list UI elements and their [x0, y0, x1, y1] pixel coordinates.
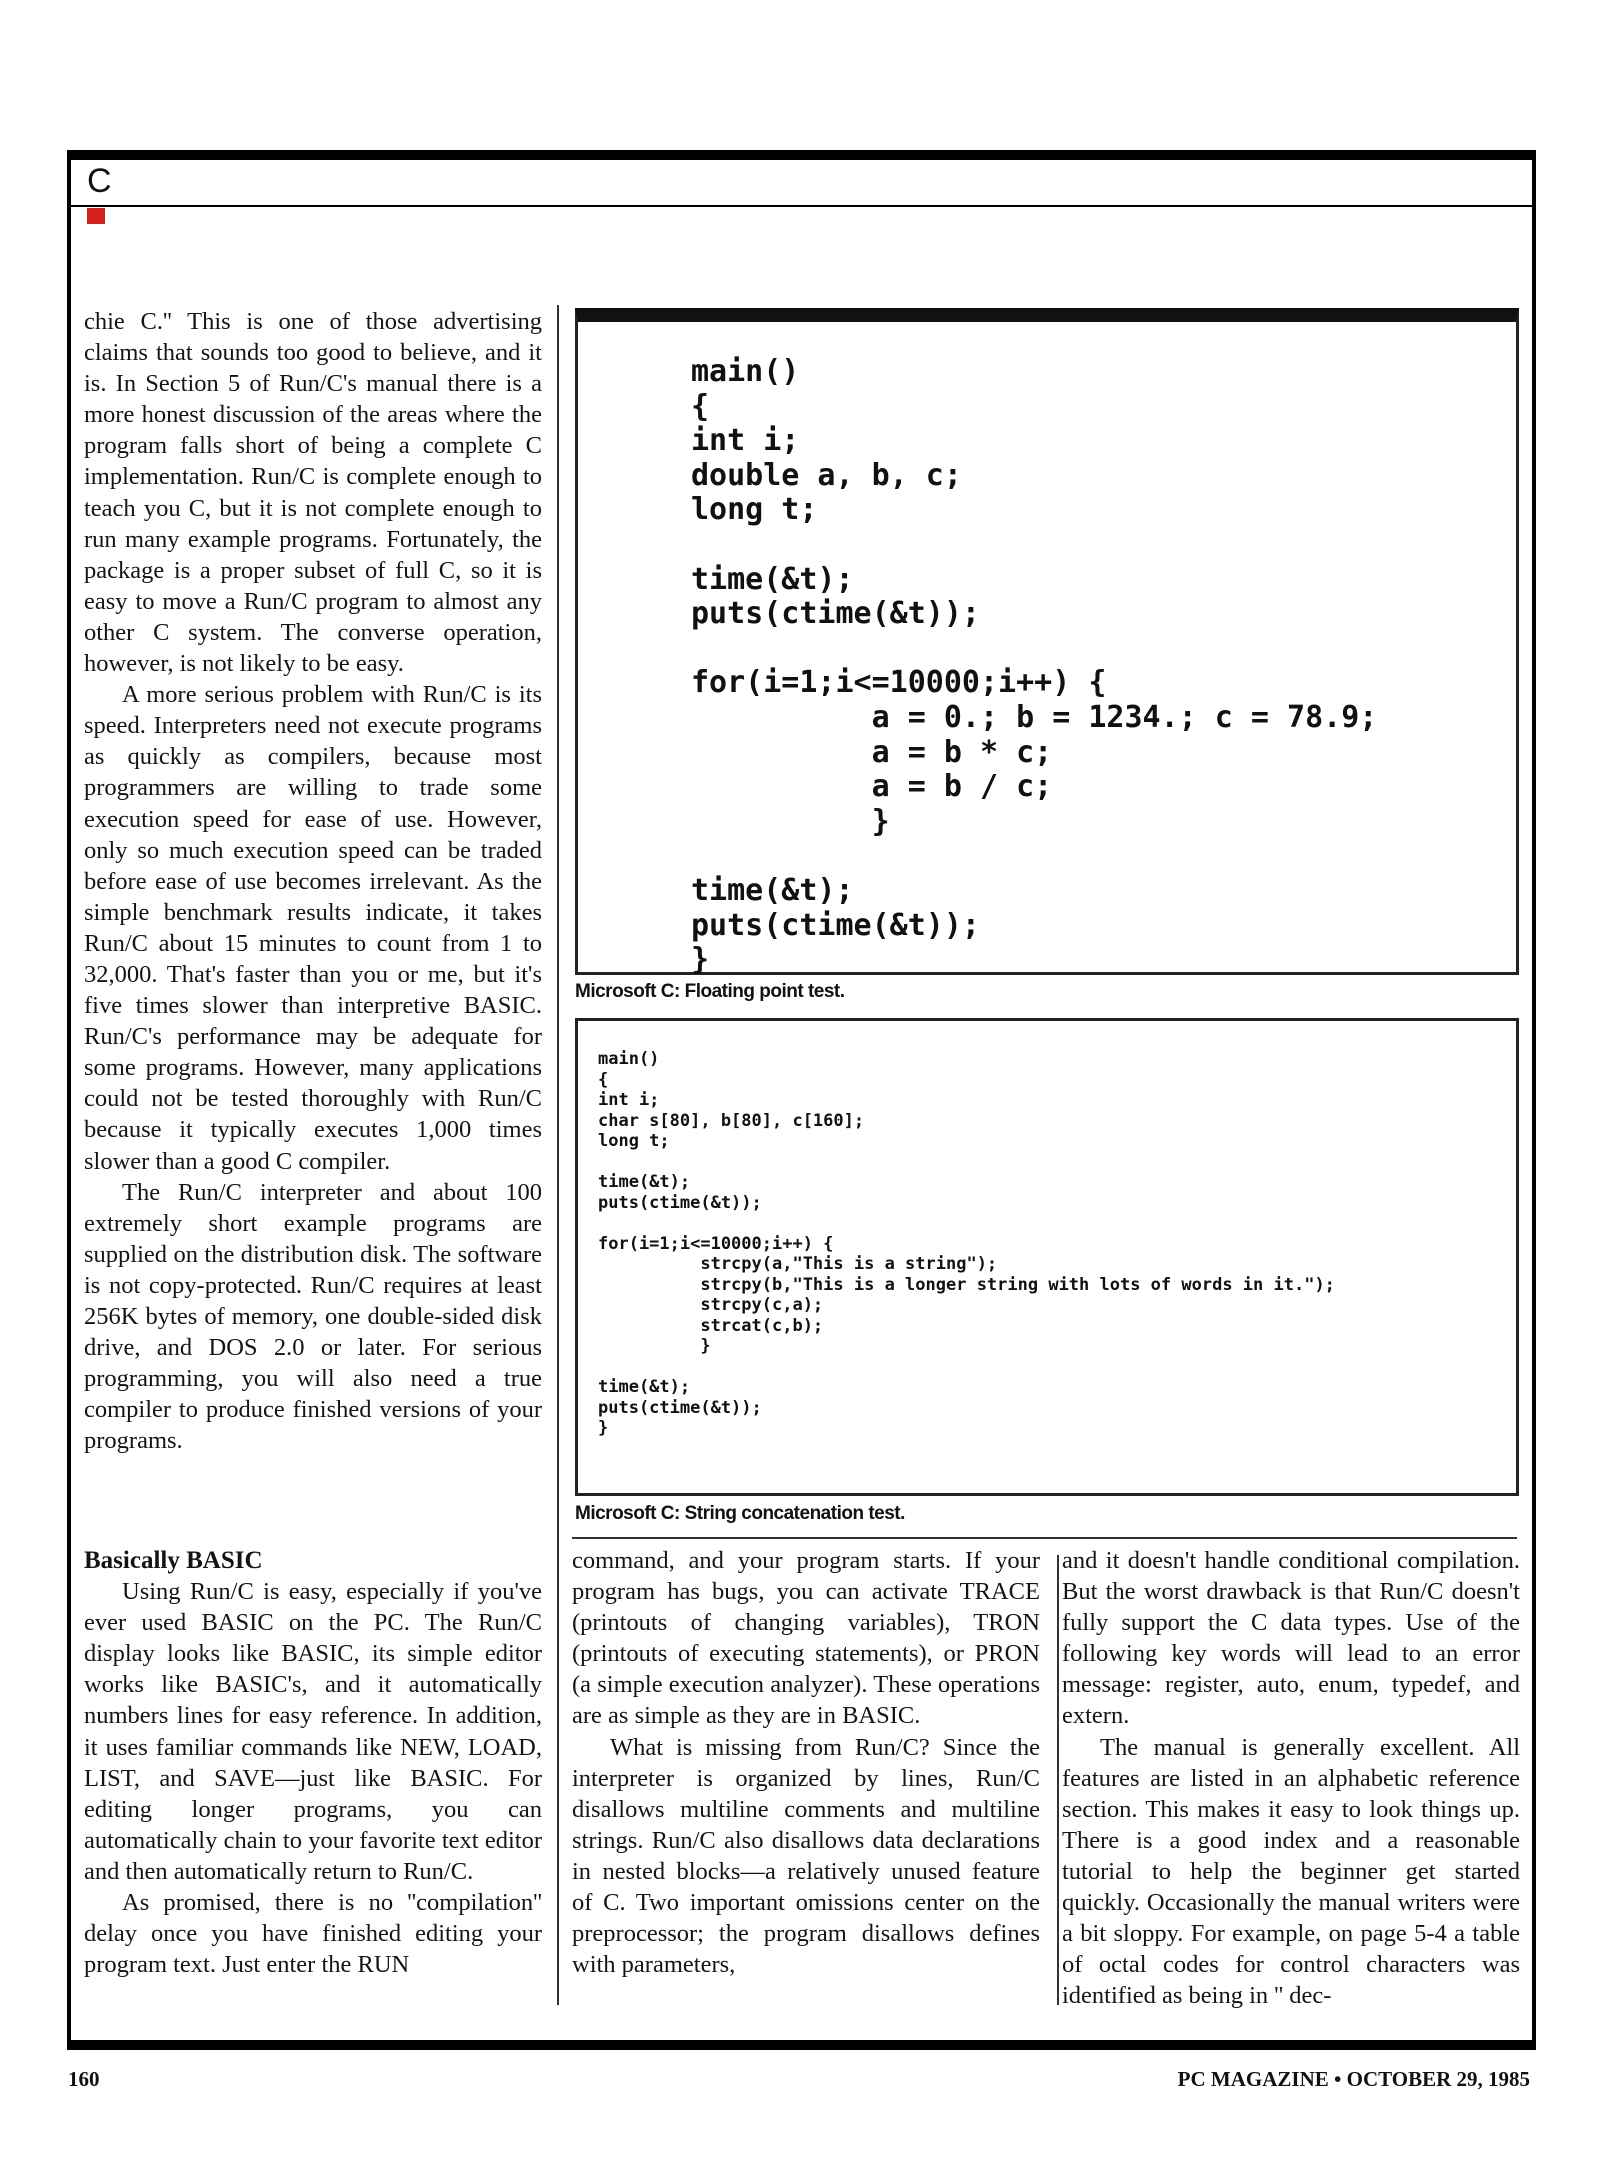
header-rule — [67, 205, 1536, 207]
figure-caption: Microsoft C: String concatenation test. — [575, 1503, 905, 1524]
column-divider-left — [557, 305, 559, 2005]
top-border-rule — [67, 150, 1536, 160]
paragraph: command, and your program starts. If your program has bugs, you can activate TRACE (printouts of changing variables), TRON (printouts of executing statements), or PRON (a simple execution analyzer). These operations are as simple as they are in BASIC. — [572, 1547, 1040, 1730]
paragraph: What is missing from Run/C? Since the interpreter is organized by lines, Run/C disallows multiline comments and multiline strings. Run/C also disallows data declarations in nested blocks—a relatively unused feature of C. Two important omissions center on the preprocessor; the program disallows defines with parameters, — [572, 1733, 1040, 1979]
paragraph: The Run/C interpreter and about 100 extremely short example programs are supplied on the distribution disk. The software is not copy-protected. Run/C requires at least 256K bytes of memory, one double-sided disk drive, and DOS 2.0 or later. For serious programming, you will also need a true compiler to produce finished versions of your programs. — [84, 1178, 542, 1455]
page-number: 160 — [68, 2067, 100, 2091]
paragraph: A more serious problem with Run/C is its speed. Interpreters need not execute programs as quickly as compilers, because most programmers are willing to trade some execution speed for ease of use. However, only so much execution speed can be traded before ease of use becomes irrelevant. As the simple benchmark results indicate, it takes Run/C about 15 minutes to count from 1 to 32,000. That's faster than you or me, but it's five times slower than interpretive BASIC. Run/C's performance may be adequate for some programs. However, many applications could not be tested thoroughly with Run/C because it typically executes 1,000 times slower than a good C compiler. — [84, 681, 542, 1175]
code-block: main() { int i; char s[80], b[80], c[160]; long t; time(&t); puts(ctime(&t)); for(i=1;i<=10000;i++) { strcpy(a,"This is a string"); strcpy(b,"This is a longer string with lots of words in it."); strcpy(c,a); strcat(c,b); } time(&t); puts(ctime(&t)); } — [598, 1049, 1335, 1438]
section-letter: C — [87, 162, 112, 200]
subhead: Basically BASIC — [84, 1547, 263, 1574]
article-column-left-top — [84, 306, 542, 1456]
right-border-rule — [1532, 150, 1536, 2050]
code-listing-string-test — [575, 1018, 1519, 1496]
article-column-middle — [572, 1545, 1040, 1980]
caption-rule — [572, 1537, 1517, 1539]
left-border-rule — [67, 150, 71, 2050]
section-marker-icon — [87, 208, 105, 224]
code-block: main() { int i; double a, b, c; long t; time(&t); puts(ctime(&t)); for(i=1;i<=10000;i++) { a = 0.; b = 1234.; c = 78.9; a = b * c; a = b / c; } time(&t); puts(ctime(&t)); } — [691, 354, 1378, 978]
paragraph: The manual is generally excellent. All features are listed in an alphabetic reference section. This makes it easy to look things up. There is a good index and a reasonable tutorial to help the beginner get started quickly. Occasionally the manual writers were a bit sloppy. For example, on page 5-4 a table of octal codes for control characters was identified as being in '' dec- — [1062, 1733, 1520, 2010]
paragraph: chie C.'' This is one of those advertising claims that sounds too good to believe, and it is. In Section 5 of Run/C's manual there is a more honest discussion of the areas where the program falls short of being a complete C implementation. Run/C is complete enough to teach you C, but it is not complete enough to run many example programs. Fortunately, the package is a proper subset of full C, so it is easy to move a Run/C program to almost any other C system. The converse operation, however, is not likely to be easy. — [84, 308, 542, 678]
article-column-right — [1062, 1545, 1520, 2011]
paragraph: As promised, there is no ''compilation'' delay once you have finished editing your program text. Just enter the RUN — [84, 1889, 542, 1979]
column-divider-right — [1057, 1555, 1059, 2005]
figure-caption: Microsoft C: Floating point test. — [575, 981, 845, 1002]
paragraph: Using Run/C is easy, especially if you've ever used BASIC on the PC. The Run/C display looks like BASIC, its simple editor works like BASIC's, and it automatically numbers lines for easy reference. In addition, it uses familiar commands like NEW, LOAD, LIST, and SAVE—just like BASIC. For editing longer programs, you can automatically chain to your favorite text editor and then automatically return to Run/C. — [84, 1578, 542, 1885]
code-listing-float-test — [575, 308, 1519, 978]
paragraph: and it doesn't handle conditional compilation. But the worst drawback is that Run/C doesn't fully support the C data types. Use of the following key words will lead to an error message: register, auto, enum, typedef, and extern. — [1062, 1547, 1520, 1730]
publication-dateline: PC MAGAZINE • OCTOBER 29, 1985 — [1177, 2067, 1530, 2091]
article-column-left-bottom — [84, 1545, 542, 1980]
bottom-border-rule — [67, 2040, 1536, 2050]
